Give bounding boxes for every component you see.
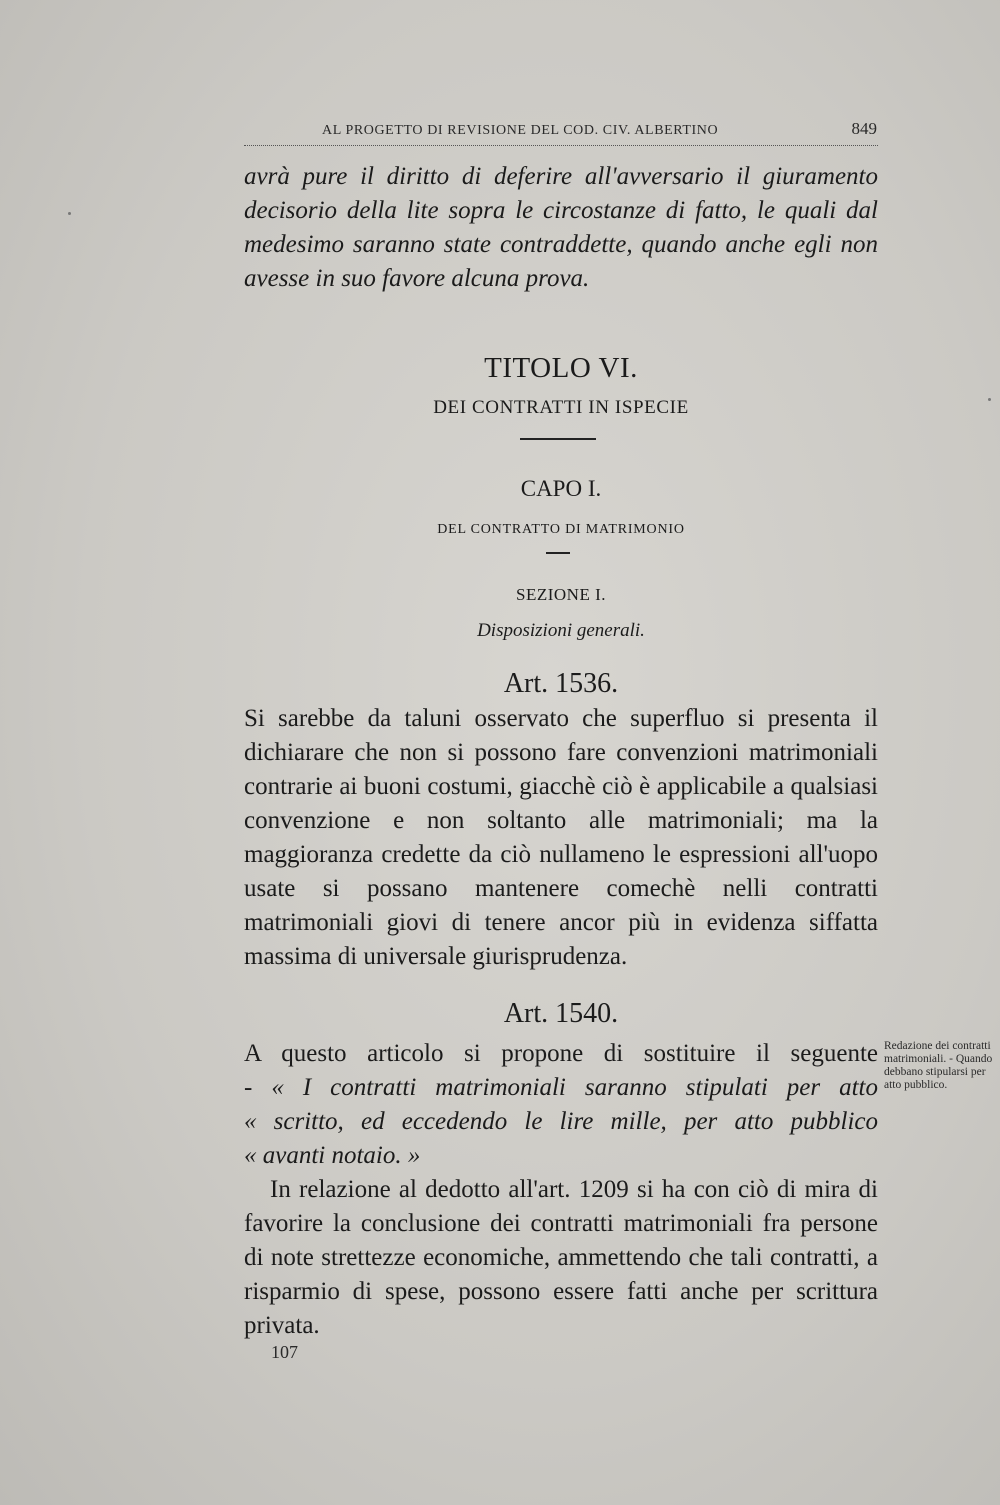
paper-speck xyxy=(988,398,991,401)
capo-heading: CAPO I. xyxy=(520,476,602,501)
capo-subtitle: DEL CONTRATTO DI MATRIMONIO xyxy=(437,522,685,537)
margin-note: Redazione dei contratti matrimoniali. - Quando debbano stipularsi per atto pubblico. xyxy=(884,1040,993,1091)
opening-paragraph: avrà pure il diritto di deferire all'avversario il giuramento decisorio della lite sopra le circostanze di fatto, le quali dal medesimo saranno state contraddette, quando anche egli non avesse in suo favore alcuna prova. xyxy=(244,163,878,292)
titolo-subtitle: DEI CONTRATTI IN ISPECIE xyxy=(433,397,689,418)
article-1536-paragraph: Si sarebbe da taluni osservato che superfluo si presenta il dichiarare che non si possono fare convenzioni matrimoniali contrarie ai buoni costumi, giacchè ciò è applicabile a qualsiasi convenzione e non soltanto alle matrimoniali; ma la maggioranza credette da ciò nullameno le espressioni all'uopo usate si possano mantenere comechè nelli contratti matrimoniali giovi di tenere ancor più in evidenza siffatta massima di universale giurisprudenza. xyxy=(244,705,878,970)
sezione-heading: SEZIONE I. xyxy=(516,585,606,604)
capo-rule xyxy=(546,552,570,554)
titolo-heading: TITOLO VI. xyxy=(484,352,638,384)
page-number: 849 xyxy=(851,119,877,138)
article-1540-intro: A questo articolo si propone di sostituire il seguente xyxy=(244,1040,878,1067)
running-title: AL PROGETTO DI REVISIONE DEL COD. CIV. ALBERTINO xyxy=(322,123,719,138)
header-rule xyxy=(244,145,878,146)
article-1540-paragraph: In relazione al dedotto all'art. 1209 si ha con ciò di mira di favorire la conclusione dei contratti matrimoniali fra persone di note strettezze economiche, ammettendo che tali contratti, a risparmio di spese, possono essere fatti anche per scrittura privata. xyxy=(244,1176,878,1339)
section-rule xyxy=(520,438,596,440)
article-1540-quote-line-1: - « I contratti matrimoniali saranno stipulati per atto xyxy=(244,1074,878,1101)
article-1536-heading: Art. 1536. xyxy=(503,668,619,699)
running-header xyxy=(322,119,877,139)
paper-speck xyxy=(68,212,71,215)
article-1540-quote-line-3: « avanti notaio. » xyxy=(244,1142,421,1169)
sezione-subtitle: Disposizioni generali. xyxy=(477,620,645,641)
article-1540-heading: Art. 1540. xyxy=(503,998,619,1029)
folio-signature: 107 xyxy=(271,1342,298,1362)
article-1540-quote-line-2: « scritto, ed eccedendo le lire mille, per atto pubblico xyxy=(244,1108,878,1135)
